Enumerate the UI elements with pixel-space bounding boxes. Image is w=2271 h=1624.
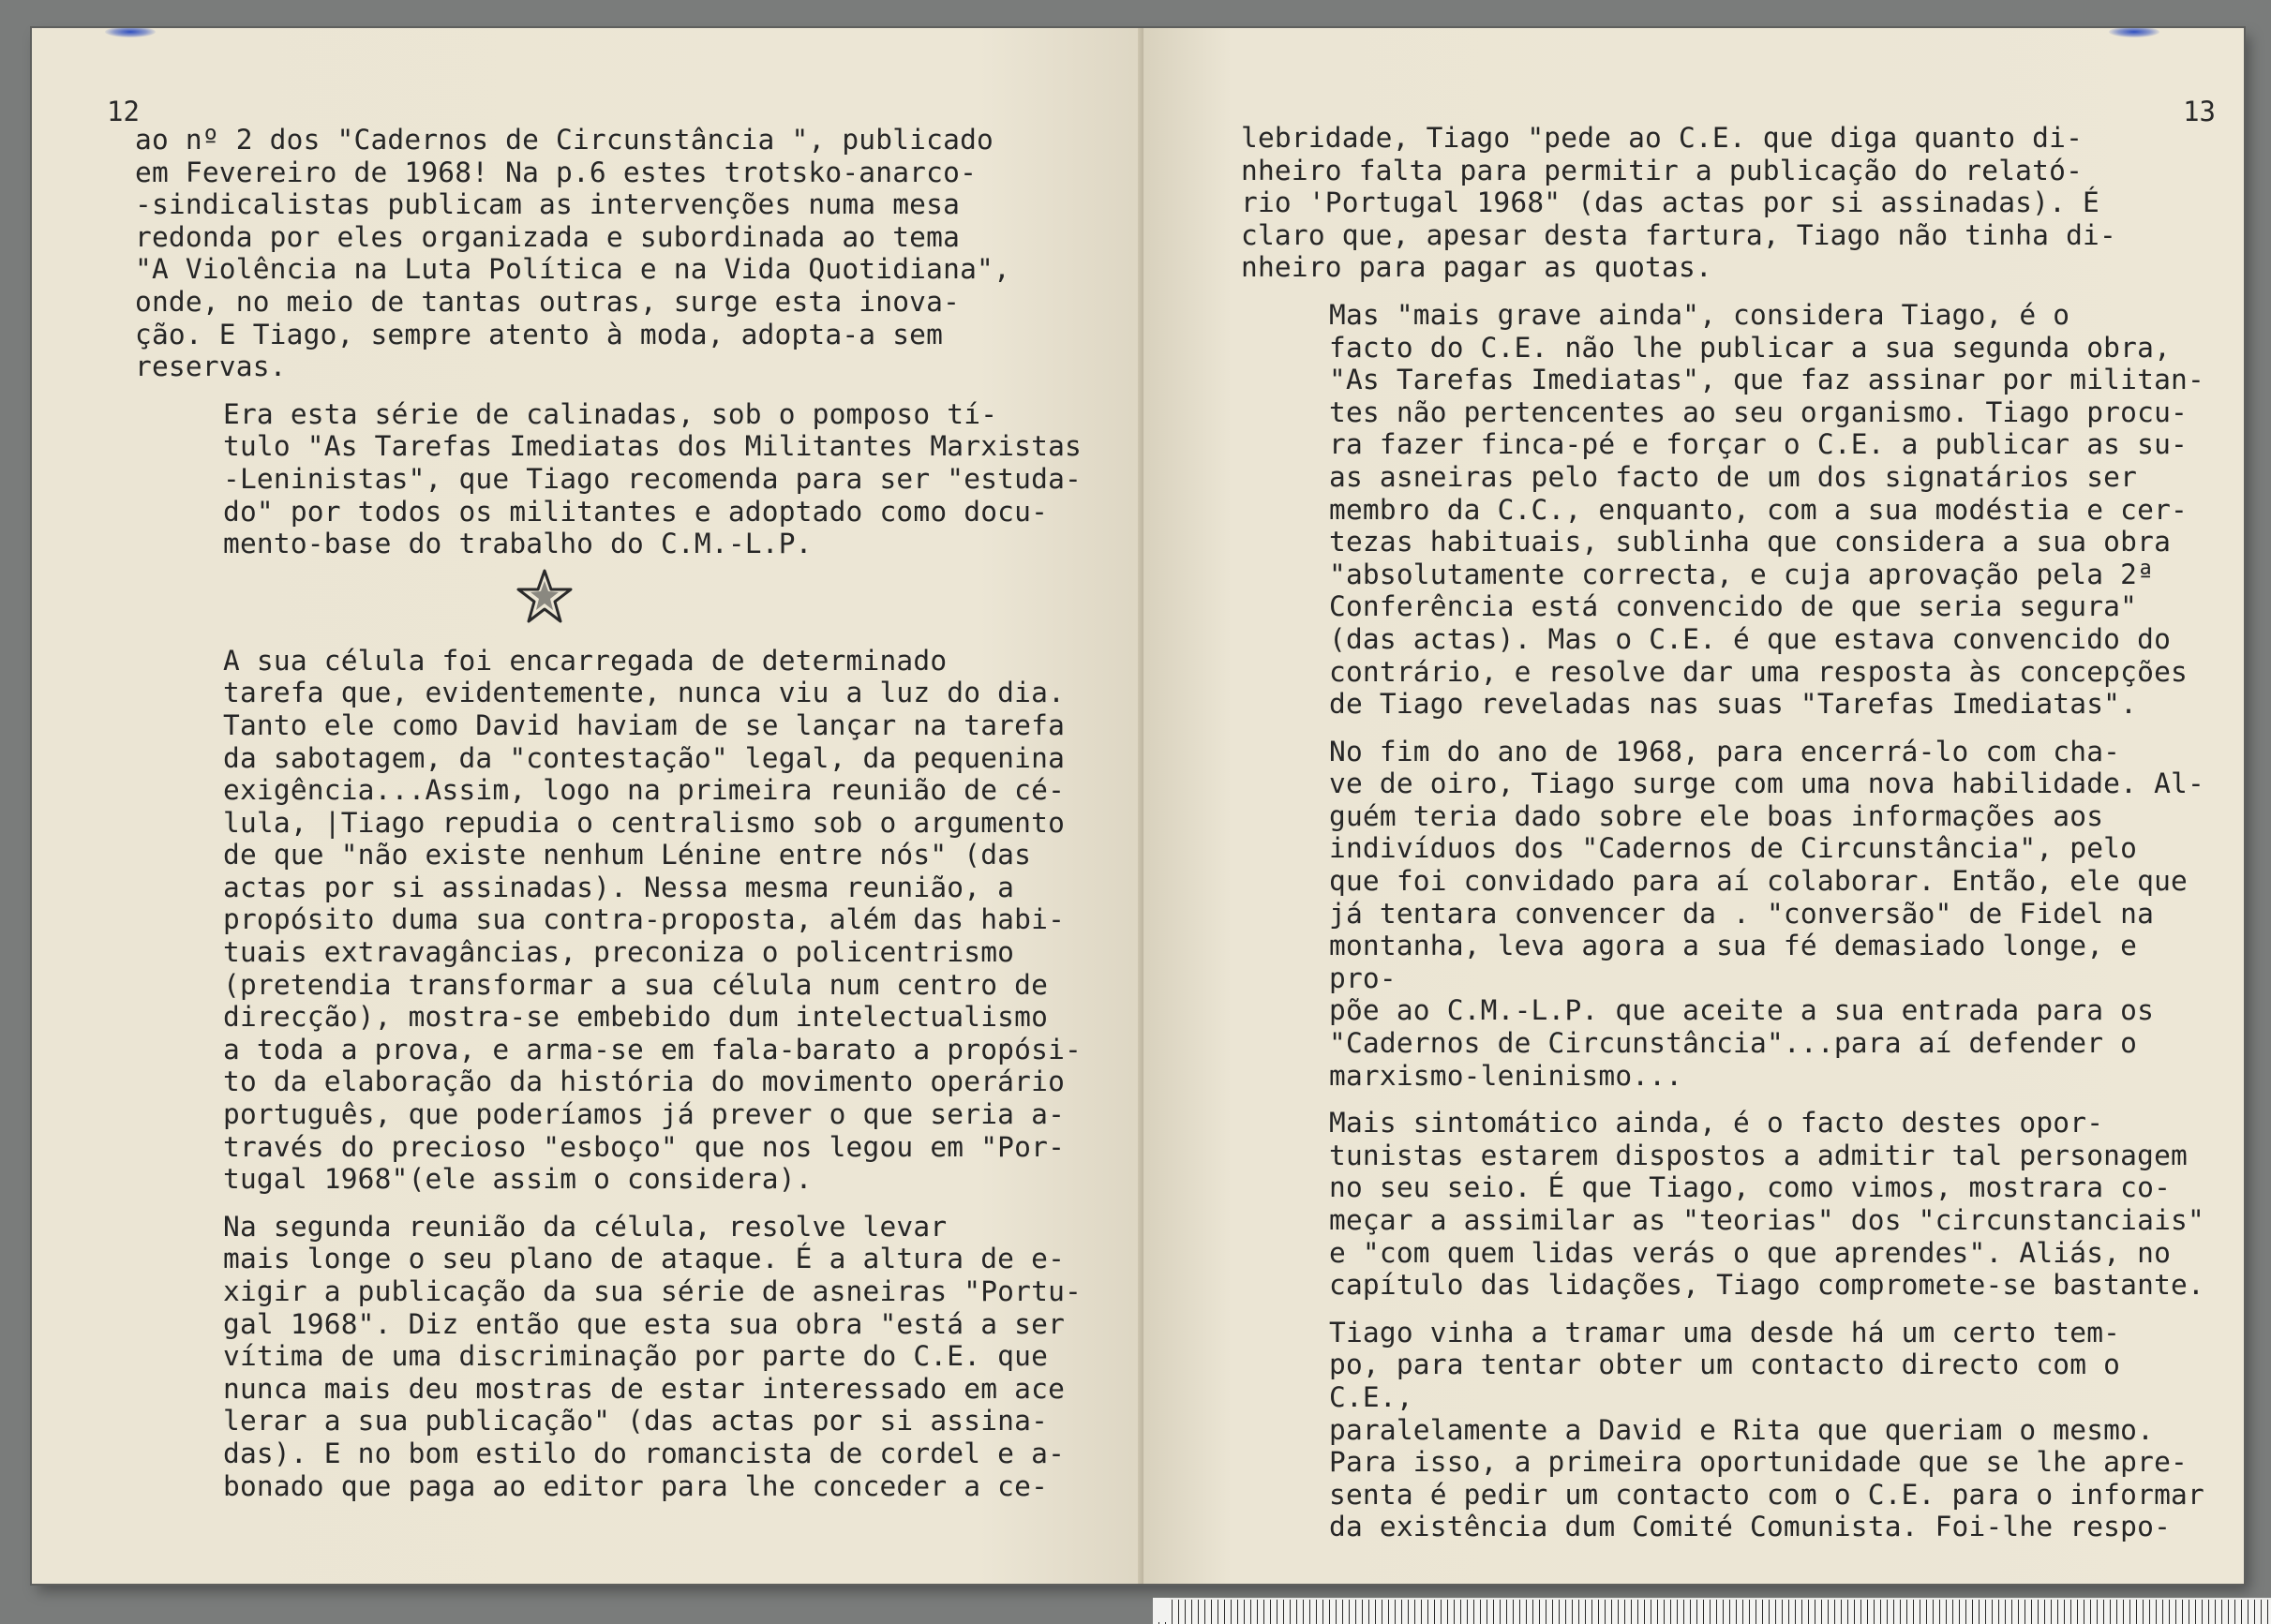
- ink-mark: [105, 28, 156, 37]
- star-icon: [515, 562, 581, 645]
- left-page-text: [135, 124, 1119, 1502]
- ink-mark: [2109, 28, 2159, 37]
- right-paragraph-2: Mas "mais grave ainda", considera Tiago, é o facto do C.E. não lhe publicar a sua segunda obra, "As Tarefas Imediatas", que faz assinar por militan- tes não pertencentes ao seu organismo. Tiago procu- ra fazer finca-pé e forçar o C.E. a publicar as su- as asneiras pelo facto de um dos signatários ser membro da C.C., enquanto, com a sua modéstia e cer- tezas habituais, sublinha que considera a sua obra "absolutamente correcta, e cuja aprovação pela 2ª Conferência está convencido de que seria segura" (das actas). Mas o C.E. é que estava convencido do contrário, e resolve dar uma resposta às concepções de Tiago reveladas nas suas "Tarefas Imediatas".: [1329, 298, 2204, 721]
- left-paragraph-1: ao nº 2 dos "Cadernos de Circunstância ", publicado em Fevereiro de 1968! Na p.6 estes trotsko-anarco- -sindicalistas publicam as intervenções numa mesa redonda por eles organizada e subordinada ao tema "A Violência na Luta Política e na Vida Quotidiana", onde, no meio de tantas outras, surge esta inova- ção. E Tiago, sempre atento à moda, adopta-a sem reservas.: [135, 124, 1010, 383]
- right-page-text: [1241, 122, 2216, 1543]
- right-paragraph-3: No fim do ano de 1968, para encerrá-lo com cha- ve de oiro, Tiago surge com uma nova habilidade. Al- guém teria dado sobre ele boas informações aos indivíduos dos "Cadernos de Circunstância", pelo que foi convidado para aí colaborar. Então, ele que já tentara convencer da . "conversão" de Fidel na montanha, leva agora a sua fé demasiado longe, e pro- põe ao C.M.-L.P. que aceite a sua entrada para os "Cadernos de Circunstância"...para aí defender o marxismo-leninismo...: [1329, 735, 2204, 1092]
- right-paragraph-1: lebridade, Tiago "pede ao C.E. que diga quanto di- nheiro falta para permitir a publicação do relató- rio 'Portugal 1968" (das actas por si assinadas). É claro que, apesar desta fartura, Tiago não tinha di- nheiro para pagar as quotas.: [1241, 122, 2116, 284]
- scale-ruler-end: [1153, 1598, 1170, 1622]
- right-paragraph-5: Tiago vinha a tramar uma desde há um certo tem- po, para tentar obter um contacto directo com o C.E., paralelamente a David e Rita que queriam o mesmo. Para isso, a primeira oportunidade que se lhe apre- senta é pedir um contacto com o C.E. para o informar da existência dum Comité Comunista. Foi-lhe respo-: [1329, 1316, 2204, 1543]
- scale-ruler: [1153, 1598, 2271, 1624]
- left-paragraph-4: Na segunda reunião da célula, resolve levar mais longe o seu plano de ataque. É a altura de e- xigir a publicação da sua série de asneiras "Portu- gal 1968". Diz então que esta sua obra "está a ser vítima de uma discriminação por parte do C.E. que nunca mais deu mostras de estar interessado em ace lerar a sua publicação" (das actas por si assina- das). E no bom estilo do romancista de cordel e a- bonado que paga ao editor para lhe conceder a ce-: [223, 1210, 1082, 1502]
- open-booklet: [32, 28, 2244, 1584]
- right-paragraph-4: Mais sintomático ainda, é o facto destes opor- tunistas estarem dispostos a admitir tal personagem no seu seio. É que Tiago, como vimos, mostrara co- meçar a assimilar as "teorias" dos "circunstanciais" e "com quem lidas verás o que aprendes". Aliás, no capítulo das lidações, Tiago compromete-se bastante.: [1329, 1107, 2204, 1302]
- right-page: [1143, 28, 2244, 1584]
- left-paragraph-2: Era esta série de calinadas, sob o pomposo tí- tulo "As Tarefas Imediatas dos Militantes Marxistas -Leninistas", que Tiago recomenda para ser "estuda- do" por todos os militantes e adoptado como docu- mento-base do trabalho do C.M.-L.P.: [223, 397, 1082, 560]
- left-page: [32, 28, 1143, 1584]
- page-number-right: 13: [2183, 96, 2216, 127]
- left-paragraph-3: A sua célula foi encarregada de determinado tarefa que, evidentemente, nunca viu a luz do dia. Tanto ele como David haviam de se lançar na tarefa da sabotagem, da "contestação" legal, da pequenina exigência...Assim, logo na primeira reunião de cé- lula, |Tiago repudia o centralismo sob o argumento de que "não existe nenhum Lénine entre nós" (das actas por si assinadas). Nessa mesma reunião, a propósito duma sua contra-proposta, além das habi- tuais extravagâncias, preconiza o policentrismo (pretendia transformar a sua célula num centro de direcção), mostra-se embebido dum intelectualismo a toda a prova, e arma-se em fala-barato a propósi- to da elaboração da história do movimento operário português, que poderíamos já prever o que seria a- través do precioso "esboço" que nos legou em "Por- tugal 1968"(ele assim o considera).: [223, 644, 1082, 1196]
- page-number-left: 12: [107, 96, 140, 127]
